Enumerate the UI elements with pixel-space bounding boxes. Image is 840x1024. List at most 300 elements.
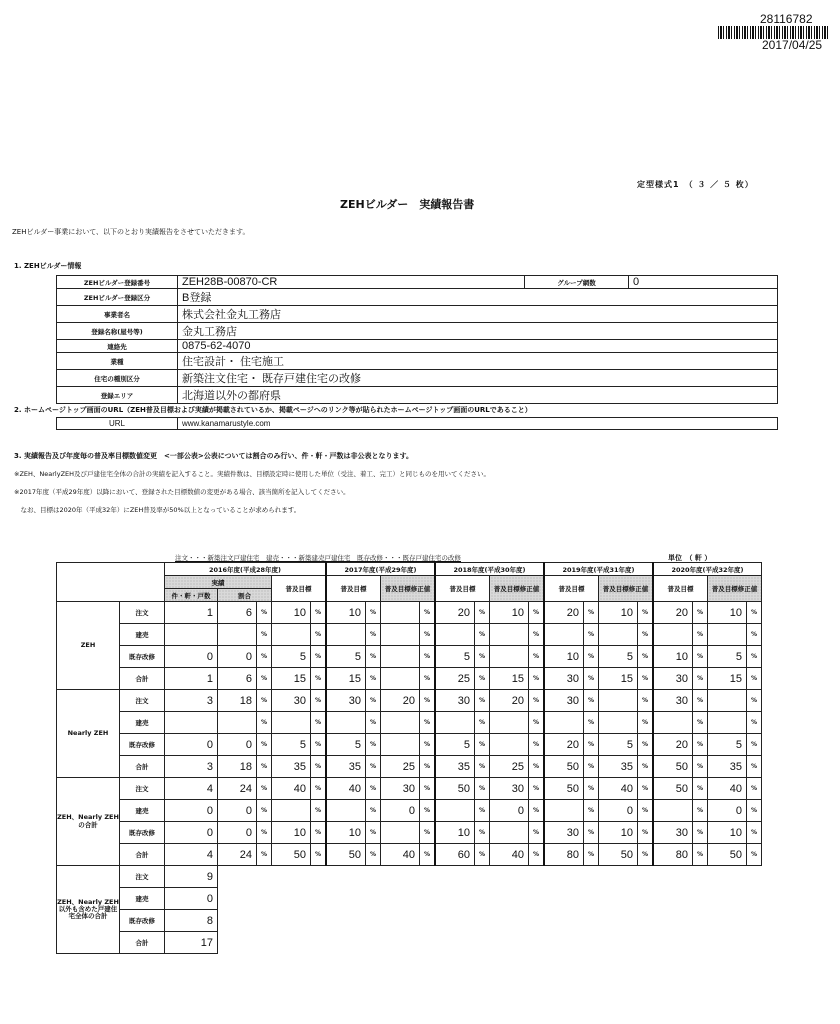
year-header: 2020年度(平成32年度) (653, 563, 762, 576)
info-row (57, 306, 778, 323)
revised-cell: 5 (599, 734, 638, 756)
percent-unit: % (420, 800, 436, 822)
section3-heading: 3. 実績報告及び年度毎の普及率目標数値変更 <一部公表>公表については割合のみ行い、件・軒・戸数は非公表となります。 (14, 452, 413, 460)
target-cell (272, 712, 311, 734)
table-row (57, 844, 762, 866)
percent-unit: % (529, 756, 545, 778)
revised-cell: 35 (708, 756, 747, 778)
percent-unit: % (420, 734, 436, 756)
target-cell: 10 (272, 822, 311, 844)
count-cell (165, 624, 218, 646)
target-cell (326, 800, 366, 822)
percent-unit: % (311, 756, 327, 778)
percent-unit: % (747, 756, 762, 778)
percent-unit: % (366, 690, 381, 712)
revised-cell (381, 668, 420, 690)
row-type-label: 既存改修 (120, 910, 165, 932)
percent-unit: % (584, 756, 599, 778)
percent-unit: % (693, 624, 708, 646)
year-header-row (57, 563, 762, 576)
group-label: ZEH (57, 602, 120, 690)
table-row (57, 756, 762, 778)
percent-unit: % (257, 822, 272, 844)
percent-unit: % (311, 646, 327, 668)
target-cell: 30 (435, 690, 475, 712)
percent-unit: % (747, 668, 762, 690)
count-cell: 4 (165, 844, 218, 866)
group-count-label: グループ網数 (525, 276, 629, 289)
target-cell: 35 (272, 756, 311, 778)
percent-unit: % (638, 624, 654, 646)
percent-unit: % (257, 756, 272, 778)
revised-cell: 20 (490, 690, 529, 712)
target-cell (653, 624, 693, 646)
document-id: 28116782 (760, 12, 813, 26)
info-row (57, 323, 778, 340)
performance-table (56, 562, 762, 954)
count-cell: 3 (165, 756, 218, 778)
table-row (57, 800, 762, 822)
row-type-label: 注文 (120, 690, 165, 712)
percent-unit: % (693, 646, 708, 668)
info-label: 登録名称(屋号等) (57, 323, 178, 340)
section1-heading: 1. ZEHビルダー情報 (14, 262, 82, 270)
percent-unit: % (693, 822, 708, 844)
ratio-cell (218, 624, 257, 646)
target-cell: 5 (435, 734, 475, 756)
target-cell: 50 (653, 778, 693, 800)
revised-cell: 40 (381, 844, 420, 866)
percent-unit: % (584, 844, 599, 866)
info-label: ZEHビルダー登録区分 (57, 289, 178, 306)
revised-cell: 10 (708, 822, 747, 844)
percent-unit: % (366, 844, 381, 866)
percent-unit: % (747, 822, 762, 844)
target-cell (435, 800, 475, 822)
document-date: 2017/04/25 (762, 38, 823, 52)
target-cell: 80 (544, 844, 584, 866)
percent-unit: % (257, 690, 272, 712)
corner-cell (57, 563, 165, 602)
count-cell: 1 (165, 602, 218, 624)
percent-unit: % (257, 734, 272, 756)
target-cell: 10 (326, 602, 366, 624)
revised-cell (381, 734, 420, 756)
target-cell: 5 (326, 734, 366, 756)
percent-unit: % (420, 646, 436, 668)
info-label: 住宅の種別区分 (57, 370, 178, 387)
percent-unit: % (475, 624, 490, 646)
target-header: 普及目標 (544, 576, 599, 602)
revised-cell (381, 602, 420, 624)
percent-unit: % (693, 712, 708, 734)
target-cell: 30 (653, 690, 693, 712)
revised-cell (599, 690, 638, 712)
target-cell: 35 (326, 756, 366, 778)
revised-cell: 30 (381, 778, 420, 800)
percent-unit: % (257, 712, 272, 734)
percent-unit: % (475, 646, 490, 668)
percent-unit: % (311, 668, 327, 690)
ratio-cell: 0 (218, 734, 257, 756)
target-cell (326, 624, 366, 646)
table-row (57, 932, 762, 954)
percent-unit: % (584, 668, 599, 690)
target-cell (326, 712, 366, 734)
target-cell: 20 (544, 734, 584, 756)
info-row (57, 370, 778, 387)
percent-unit: % (693, 734, 708, 756)
percent-unit: % (693, 668, 708, 690)
table-row (57, 624, 762, 646)
percent-unit: % (747, 602, 762, 624)
percent-unit: % (638, 712, 654, 734)
percent-unit: % (366, 624, 381, 646)
count-cell: 0 (165, 822, 218, 844)
percent-unit: % (420, 690, 436, 712)
intro-text: ZEHビルダー事業において、以下のとおり実績報告をさせていただきます。 (12, 228, 250, 236)
percent-unit: % (693, 800, 708, 822)
revised-cell (490, 624, 529, 646)
info-value: 0875-62-4070 (178, 340, 778, 353)
target-cell (272, 800, 311, 822)
unit-label: 単位 （ 軒 ） (668, 554, 712, 562)
target-cell: 50 (544, 756, 584, 778)
info-value: ZEH28B-00870-CR (178, 276, 525, 289)
percent-unit: % (311, 712, 327, 734)
revised-cell (599, 712, 638, 734)
row-type-label: 既存改修 (120, 646, 165, 668)
count-cell: 0 (165, 734, 218, 756)
revised-cell: 10 (599, 602, 638, 624)
target-cell: 30 (653, 822, 693, 844)
revised-header: 普及目標修正値 (490, 576, 545, 602)
percent-unit: % (257, 668, 272, 690)
row-type-label: 建売 (120, 712, 165, 734)
percent-unit: % (366, 602, 381, 624)
empty-area (218, 888, 762, 910)
target-cell: 80 (653, 844, 693, 866)
year-header: 2018年度(平成30年度) (435, 563, 544, 576)
target-cell: 10 (326, 822, 366, 844)
row-type-label: 注文 (120, 602, 165, 624)
table-row (57, 646, 762, 668)
note-line: なお、目標は2020年（平成32年）にZEH普及率が50%以上となっていることが求められます。 (14, 506, 301, 514)
target-cell: 5 (326, 646, 366, 668)
ratio-cell: 24 (218, 778, 257, 800)
revised-cell (381, 822, 420, 844)
percent-unit: % (257, 602, 272, 624)
percent-unit: % (638, 690, 654, 712)
builder-info-table (56, 275, 778, 404)
percent-unit: % (257, 800, 272, 822)
revised-cell (708, 712, 747, 734)
revised-cell (381, 712, 420, 734)
percent-unit: % (693, 844, 708, 866)
row-type-label: 注文 (120, 778, 165, 800)
percent-unit: % (311, 602, 327, 624)
revised-cell: 0 (490, 800, 529, 822)
ratio-cell: 6 (218, 668, 257, 690)
target-cell: 5 (272, 646, 311, 668)
revised-cell: 0 (381, 800, 420, 822)
ratio-cell: 0 (218, 822, 257, 844)
percent-unit: % (638, 602, 654, 624)
row-type-label: 建売 (120, 888, 165, 910)
table-row (57, 712, 762, 734)
info-label: 連絡先 (57, 340, 178, 353)
percent-unit: % (475, 844, 490, 866)
year-header: 2017年度(平成29年度) (326, 563, 435, 576)
url-value[interactable]: www.kanamarustyle.com (178, 418, 778, 430)
url-row (57, 418, 778, 430)
target-header: 普及目標 (435, 576, 490, 602)
revised-cell (381, 646, 420, 668)
percent-unit: % (475, 668, 490, 690)
percent-unit: % (529, 646, 545, 668)
url-label: URL (57, 418, 178, 430)
row-type-label: 注文 (120, 866, 165, 888)
percent-unit: % (420, 712, 436, 734)
target-cell: 10 (272, 602, 311, 624)
percent-unit: % (529, 734, 545, 756)
percent-unit: % (366, 668, 381, 690)
row-type-label: 既存改修 (120, 822, 165, 844)
percent-unit: % (638, 822, 654, 844)
info-row (57, 276, 778, 289)
percent-unit: % (638, 646, 654, 668)
table-row (57, 734, 762, 756)
target-cell: 20 (544, 602, 584, 624)
percent-unit: % (747, 778, 762, 800)
ratio-cell (218, 712, 257, 734)
target-cell: 30 (544, 690, 584, 712)
target-cell: 30 (653, 668, 693, 690)
info-label: 業種 (57, 353, 178, 370)
target-cell: 25 (435, 668, 475, 690)
count-cell: 0 (165, 800, 218, 822)
note-line: ※2017年度（平成29年度）以降において、登録された目標数値の変更がある場合、該当箇所を記入してください。 (14, 488, 350, 496)
table-row (57, 690, 762, 712)
ratio-cell: 24 (218, 844, 257, 866)
revised-cell: 5 (708, 646, 747, 668)
target-header: 普及目標 (653, 576, 708, 602)
info-value: B登録 (178, 289, 778, 306)
percent-unit: % (257, 844, 272, 866)
target-cell (544, 712, 584, 734)
info-row (57, 353, 778, 370)
percent-unit: % (529, 800, 545, 822)
revised-cell: 20 (381, 690, 420, 712)
revised-cell: 0 (708, 800, 747, 822)
percent-unit: % (584, 624, 599, 646)
revised-cell: 10 (490, 602, 529, 624)
percent-unit: % (529, 690, 545, 712)
row-type-label: 建売 (120, 624, 165, 646)
target-cell (435, 712, 475, 734)
info-row (57, 289, 778, 306)
target-cell (544, 800, 584, 822)
target-cell: 5 (272, 734, 311, 756)
count-header: 件・軒・戸数 (165, 589, 218, 602)
target-header: 普及目標 (272, 576, 327, 602)
row-type-label: 合計 (120, 932, 165, 954)
target-cell: 50 (326, 844, 366, 866)
percent-unit: % (584, 734, 599, 756)
revised-cell: 15 (599, 668, 638, 690)
target-cell: 30 (272, 690, 311, 712)
percent-unit: % (584, 800, 599, 822)
target-cell: 50 (272, 844, 311, 866)
percent-unit: % (747, 690, 762, 712)
revised-cell: 10 (708, 602, 747, 624)
percent-unit: % (475, 778, 490, 800)
group-label: ZEH、Nearly ZEH以外も含めた戸建住宅全体の合計 (57, 866, 120, 954)
count-cell: 1 (165, 668, 218, 690)
row-type-label: 建売 (120, 800, 165, 822)
table-row (57, 822, 762, 844)
percent-unit: % (529, 844, 545, 866)
percent-unit: % (257, 646, 272, 668)
percent-unit: % (420, 668, 436, 690)
count-cell: 0 (165, 888, 218, 910)
group-label: ZEH、Nearly ZEH の合計 (57, 778, 120, 866)
year-header: 2019年度(平成31年度) (544, 563, 653, 576)
revised-cell (490, 734, 529, 756)
revised-cell: 50 (708, 844, 747, 866)
revised-cell: 25 (381, 756, 420, 778)
ratio-cell: 0 (218, 646, 257, 668)
percent-unit: % (584, 602, 599, 624)
info-value: 住宅設計・ 住宅施工 (178, 353, 778, 370)
revised-cell: 25 (490, 756, 529, 778)
revised-cell (490, 822, 529, 844)
info-label: ZEHビルダー登録番号 (57, 276, 178, 289)
percent-unit: % (584, 712, 599, 734)
percent-unit: % (529, 822, 545, 844)
percent-unit: % (420, 624, 436, 646)
revised-cell (599, 624, 638, 646)
revised-cell (381, 624, 420, 646)
info-value: 北海道以外の都府県 (178, 387, 778, 404)
percent-unit: % (475, 822, 490, 844)
target-cell: 20 (435, 602, 475, 624)
ratio-cell: 18 (218, 690, 257, 712)
percent-unit: % (584, 778, 599, 800)
percent-unit: % (747, 800, 762, 822)
percent-unit: % (420, 844, 436, 866)
empty-area (218, 932, 762, 954)
revised-cell: 40 (708, 778, 747, 800)
percent-unit: % (529, 712, 545, 734)
target-cell: 35 (435, 756, 475, 778)
percent-unit: % (584, 690, 599, 712)
revised-cell: 15 (708, 668, 747, 690)
revised-cell: 10 (599, 822, 638, 844)
percent-unit: % (475, 800, 490, 822)
percent-unit: % (475, 734, 490, 756)
actual-header: 実績 (165, 576, 272, 589)
percent-unit: % (747, 844, 762, 866)
revised-cell: 30 (490, 778, 529, 800)
revised-cell (708, 624, 747, 646)
group-label: Nearly ZEH (57, 690, 120, 778)
percent-unit: % (311, 778, 327, 800)
target-cell: 10 (544, 646, 584, 668)
empty-area (218, 910, 762, 932)
target-cell: 60 (435, 844, 475, 866)
percent-unit: % (311, 800, 327, 822)
percent-unit: % (529, 668, 545, 690)
target-cell: 40 (272, 778, 311, 800)
target-cell (544, 624, 584, 646)
info-value: 株式会社金丸工務店 (178, 306, 778, 323)
ratio-cell: 18 (218, 756, 257, 778)
percent-unit: % (638, 756, 654, 778)
info-row (57, 387, 778, 404)
year-header: 2016年度(平成28年度) (165, 563, 327, 576)
percent-unit: % (529, 778, 545, 800)
percent-unit: % (366, 822, 381, 844)
percent-unit: % (693, 690, 708, 712)
target-cell: 10 (435, 822, 475, 844)
table-row (57, 910, 762, 932)
target-cell (653, 712, 693, 734)
percent-unit: % (693, 602, 708, 624)
percent-unit: % (529, 602, 545, 624)
section2-heading: 2. ホームページトップ画面のURL（ZEH普及目標および実績が掲載されているか、掲載ページへのリンク等が貼られたホームページトップ画面のURLであること） (14, 406, 532, 414)
ratio-cell: 0 (218, 800, 257, 822)
table-row (57, 602, 762, 624)
percent-unit: % (638, 778, 654, 800)
target-cell (653, 800, 693, 822)
count-cell: 9 (165, 866, 218, 888)
info-row (57, 340, 778, 353)
percent-unit: % (693, 778, 708, 800)
revised-cell: 50 (599, 844, 638, 866)
percent-unit: % (747, 646, 762, 668)
percent-unit: % (638, 734, 654, 756)
revised-cell: 40 (490, 844, 529, 866)
count-cell: 4 (165, 778, 218, 800)
row-type-label: 合計 (120, 756, 165, 778)
percent-unit: % (420, 602, 436, 624)
count-cell: 0 (165, 646, 218, 668)
percent-unit: % (257, 778, 272, 800)
target-cell: 50 (544, 778, 584, 800)
target-cell (435, 624, 475, 646)
revised-cell: 40 (599, 778, 638, 800)
percent-unit: % (584, 646, 599, 668)
count-cell: 3 (165, 690, 218, 712)
target-cell: 30 (326, 690, 366, 712)
revised-cell: 35 (599, 756, 638, 778)
type-legend: 注文・・・新築注文戸建住宅 建売・・・新築建売戸建住宅 既存改修・・・既存戸建住宅の改修 (175, 554, 461, 562)
target-cell: 5 (435, 646, 475, 668)
table-row (57, 778, 762, 800)
percent-unit: % (366, 778, 381, 800)
target-cell: 20 (653, 602, 693, 624)
percent-unit: % (747, 624, 762, 646)
target-cell: 30 (544, 822, 584, 844)
info-value: 新築注文住宅・ 既存戸建住宅の改修 (178, 370, 778, 387)
target-cell: 20 (653, 734, 693, 756)
info-label: 登録エリア (57, 387, 178, 404)
percent-unit: % (475, 756, 490, 778)
target-cell: 15 (326, 668, 366, 690)
percent-unit: % (257, 624, 272, 646)
row-type-label: 合計 (120, 668, 165, 690)
